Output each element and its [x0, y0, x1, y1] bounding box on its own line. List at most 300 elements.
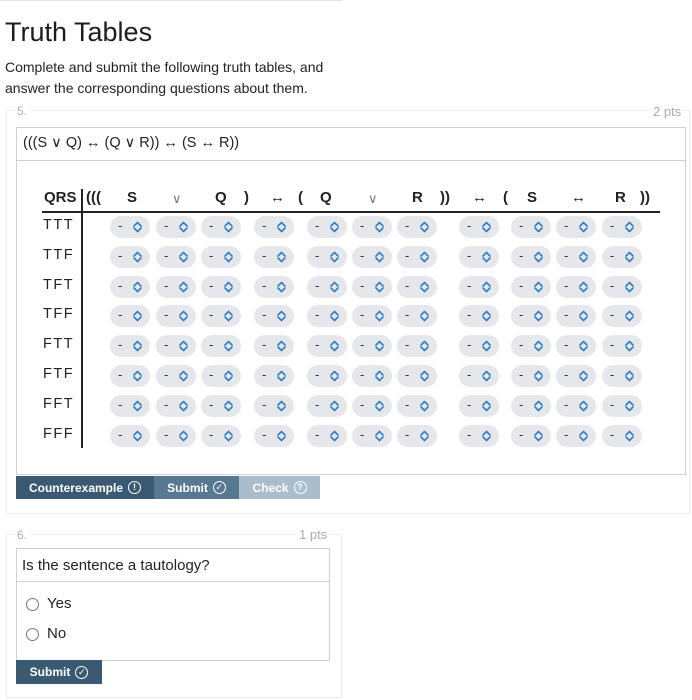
select-value: - [164, 277, 169, 293]
select-value: - [610, 247, 615, 263]
truth-value-select[interactable] [110, 335, 150, 357]
select-value: - [467, 396, 472, 412]
chevron-up-down-icon [534, 370, 543, 382]
truth-value-select[interactable] [307, 335, 347, 357]
question-6-submit-label: Submit [29, 665, 71, 679]
question-6-text: Is the sentence a tautology? [17, 549, 329, 582]
chevron-up-down-icon [330, 400, 339, 412]
chevron-up-down-icon [625, 340, 634, 352]
truth-value-select[interactable] [156, 425, 196, 447]
truth-value-select[interactable] [201, 216, 241, 238]
truth-value-select[interactable] [397, 425, 437, 447]
truth-value-select[interactable] [511, 246, 551, 268]
chevron-up-down-icon [579, 281, 588, 293]
header-token: R [412, 189, 423, 206]
chevron-up-down-icon [375, 281, 384, 293]
select-value: - [564, 426, 569, 442]
header-token: ∨ [368, 191, 378, 206]
info-icon: ! [128, 481, 141, 494]
select-value: - [360, 218, 365, 233]
select-value: - [405, 307, 410, 323]
row-label: FTT [43, 336, 75, 353]
select-value: - [118, 396, 123, 412]
select-value: - [360, 277, 365, 293]
select-value: - [360, 396, 365, 412]
select-value: - [262, 337, 267, 353]
submit-button[interactable] [154, 476, 239, 499]
chevron-up-down-icon [625, 370, 634, 382]
chevron-up-down-icon [277, 221, 286, 233]
select-value: - [164, 337, 169, 353]
chevron-up-down-icon [579, 400, 588, 412]
select-value: - [118, 367, 123, 382]
select-value: - [405, 277, 410, 293]
truth-value-select[interactable] [459, 305, 499, 327]
chevron-up-down-icon [579, 370, 588, 382]
select-value: - [164, 426, 169, 442]
truth-value-select[interactable] [459, 276, 499, 298]
select-value: - [315, 247, 320, 263]
chevron-up-down-icon [534, 281, 543, 293]
truth-value-select[interactable] [397, 305, 437, 327]
select-value: - [209, 337, 214, 353]
chevron-up-down-icon [625, 310, 634, 322]
truth-value-select[interactable] [602, 276, 642, 298]
truth-value-select[interactable] [201, 395, 241, 417]
truth-value-select[interactable] [156, 246, 196, 268]
chevron-up-down-icon [534, 251, 543, 263]
truth-value-select[interactable] [307, 305, 347, 327]
radio-yes-label[interactable]: Yes [47, 595, 72, 612]
question-5-button-bar [16, 476, 320, 499]
truth-value-select[interactable] [307, 276, 347, 298]
select-value: - [610, 218, 615, 233]
truth-value-select[interactable] [201, 276, 241, 298]
truth-value-select[interactable] [254, 246, 294, 268]
truth-value-select[interactable] [110, 425, 150, 447]
row-label: FFT [43, 395, 75, 412]
truth-value-select[interactable] [201, 425, 241, 447]
select-value: - [519, 426, 524, 442]
chevron-up-down-icon [179, 310, 188, 322]
truth-value-select[interactable] [602, 246, 642, 268]
chevron-up-down-icon [224, 251, 233, 263]
truth-value-select[interactable] [459, 425, 499, 447]
select-value: - [118, 277, 123, 293]
header-token: ( [503, 189, 508, 206]
truth-value-select[interactable] [307, 425, 347, 447]
check-button[interactable] [239, 476, 320, 499]
header-token: Q [320, 189, 332, 206]
chevron-up-down-icon [330, 430, 339, 442]
select-value: - [610, 307, 615, 323]
chevron-up-down-icon [277, 310, 286, 322]
truth-value-select[interactable] [110, 276, 150, 298]
page-title: Truth Tables [5, 17, 153, 47]
select-value: - [164, 396, 169, 412]
select-value: - [519, 247, 524, 263]
chevron-up-down-icon [133, 221, 142, 233]
header-token: ) [244, 189, 249, 206]
header-token: ((( [86, 189, 101, 206]
truth-value-select[interactable] [156, 276, 196, 298]
select-value: - [262, 367, 267, 382]
truth-value-select[interactable] [352, 216, 392, 238]
truth-value-select[interactable] [156, 216, 196, 238]
select-value: - [467, 307, 472, 323]
truth-value-select[interactable] [110, 216, 150, 238]
truth-value-select[interactable] [602, 335, 642, 357]
chevron-up-down-icon [330, 370, 339, 382]
truth-value-select[interactable] [352, 365, 392, 387]
chevron-up-down-icon [534, 221, 543, 233]
select-value: - [610, 337, 615, 353]
chevron-up-down-icon [375, 340, 384, 352]
chevron-up-down-icon [330, 221, 339, 233]
chevron-up-down-icon [133, 310, 142, 322]
truth-value-select[interactable] [556, 425, 596, 447]
truth-value-select[interactable] [201, 335, 241, 357]
truth-value-select[interactable] [602, 425, 642, 447]
select-value: - [209, 367, 214, 382]
truth-value-select[interactable] [110, 246, 150, 268]
truth-value-select[interactable] [556, 305, 596, 327]
row-label: TTT [43, 217, 75, 233]
header-token: ( [298, 189, 303, 206]
select-value: - [315, 337, 320, 353]
select-value: - [360, 247, 365, 263]
truth-value-select[interactable] [459, 216, 499, 238]
truth-value-select[interactable] [397, 365, 437, 387]
select-value: - [360, 337, 365, 353]
chevron-up-down-icon [534, 430, 543, 442]
chevron-up-down-icon [179, 221, 188, 233]
chevron-up-down-icon [179, 340, 188, 352]
select-value: - [315, 307, 320, 323]
truth-value-select[interactable] [156, 335, 196, 357]
select-value: - [405, 367, 410, 382]
chevron-up-down-icon [420, 400, 429, 412]
select-value: - [564, 367, 569, 382]
header-token: Q [215, 189, 227, 206]
truth-value-select[interactable] [397, 216, 437, 238]
chevron-up-down-icon [133, 251, 142, 263]
truth-value-select[interactable] [602, 365, 642, 387]
truth-value-select[interactable] [511, 395, 551, 417]
select-value: - [405, 396, 410, 412]
select-value: - [405, 426, 410, 442]
truth-value-select[interactable] [459, 246, 499, 268]
truth-value-select[interactable] [556, 335, 596, 357]
chevron-up-down-icon [625, 400, 634, 412]
select-value: - [315, 426, 320, 442]
chevron-up-down-icon [482, 310, 491, 322]
select-value: - [564, 277, 569, 293]
truth-value-select[interactable] [307, 246, 347, 268]
truth-value-select[interactable] [459, 335, 499, 357]
chevron-up-down-icon [375, 310, 384, 322]
truth-value-select[interactable] [352, 246, 392, 268]
chevron-up-down-icon [224, 400, 233, 412]
question-5-points: 2 pts [650, 104, 684, 119]
chevron-up-down-icon [579, 221, 588, 233]
select-value: - [405, 337, 410, 353]
select-value: - [360, 307, 365, 323]
chevron-up-down-icon [133, 400, 142, 412]
row-label: FFF [43, 425, 75, 442]
select-value: - [164, 367, 169, 382]
truth-value-select[interactable] [156, 395, 196, 417]
truth-value-select[interactable] [254, 365, 294, 387]
truth-value-select[interactable] [602, 216, 642, 238]
chevron-up-down-icon [579, 310, 588, 322]
chevron-up-down-icon [375, 370, 384, 382]
chevron-up-down-icon [420, 430, 429, 442]
chevron-up-down-icon [534, 310, 543, 322]
chevron-up-down-icon [420, 370, 429, 382]
truth-value-select[interactable] [110, 305, 150, 327]
select-value: - [564, 218, 569, 233]
radio-yes[interactable] [26, 598, 39, 611]
chevron-up-down-icon [420, 221, 429, 233]
page-intro: Complete and submit the following truth tables, and answer the corresponding questions about them. [5, 59, 324, 96]
chevron-up-down-icon [179, 400, 188, 412]
question-5-sentence: (((S ∨ Q) ↔ (Q ∨ R)) ↔ (S ↔ R)) [16, 127, 686, 161]
chevron-up-down-icon [375, 221, 384, 233]
header-token: )) [440, 189, 450, 206]
select-value: - [262, 277, 267, 293]
truth-value-select[interactable] [254, 335, 294, 357]
chevron-up-down-icon [224, 340, 233, 352]
truth-value-select[interactable] [397, 395, 437, 417]
select-value: - [118, 247, 123, 263]
chevron-up-down-icon [330, 310, 339, 322]
truth-value-select[interactable] [156, 305, 196, 327]
select-value: - [118, 426, 123, 442]
row-label: TFF [43, 306, 75, 323]
select-value: - [262, 307, 267, 323]
chevron-up-down-icon [224, 310, 233, 322]
chevron-up-down-icon [224, 430, 233, 442]
check-label: Check [252, 480, 289, 495]
question-5-number: 5. [14, 104, 30, 118]
chevron-up-down-icon [179, 251, 188, 263]
radio-no[interactable] [26, 628, 39, 641]
truth-value-select[interactable] [511, 365, 551, 387]
chevron-up-down-icon [534, 400, 543, 412]
truth-value-select[interactable] [254, 305, 294, 327]
truth-value-select[interactable] [556, 395, 596, 417]
chevron-up-down-icon [482, 340, 491, 352]
chevron-up-down-icon [375, 251, 384, 263]
truth-value-select[interactable] [397, 335, 437, 357]
row-label: FTF [43, 366, 75, 382]
truth-value-select[interactable] [201, 305, 241, 327]
truth-value-select[interactable] [254, 276, 294, 298]
select-value: - [315, 218, 320, 233]
select-value: - [467, 277, 472, 293]
truth-value-select[interactable] [201, 365, 241, 387]
chevron-up-down-icon [482, 251, 491, 263]
select-value: - [164, 247, 169, 263]
truth-value-select[interactable] [556, 276, 596, 298]
chevron-up-down-icon [224, 221, 233, 233]
truth-value-select[interactable] [254, 395, 294, 417]
truth-value-select[interactable] [156, 365, 196, 387]
chevron-up-down-icon [330, 251, 339, 263]
truth-value-select[interactable] [556, 246, 596, 268]
chevron-up-down-icon [277, 400, 286, 412]
chevron-up-down-icon [179, 370, 188, 382]
select-value: - [467, 247, 472, 263]
truth-value-select[interactable] [352, 425, 392, 447]
chevron-up-down-icon [579, 340, 588, 352]
select-value: - [564, 307, 569, 323]
chevron-up-down-icon [133, 430, 142, 442]
select-value: - [315, 396, 320, 412]
submit-label: Submit [167, 480, 208, 495]
select-value: - [209, 426, 214, 442]
select-value: - [118, 337, 123, 353]
select-value: - [209, 218, 214, 233]
select-value: - [564, 247, 569, 263]
row-label: TFT [43, 276, 75, 293]
select-value: - [360, 426, 365, 442]
select-value: - [519, 277, 524, 293]
select-value: - [262, 426, 267, 442]
select-value: - [610, 367, 615, 382]
chevron-up-down-icon [420, 251, 429, 263]
truth-value-select[interactable] [397, 276, 437, 298]
select-value: - [610, 426, 615, 442]
header-token: )) [640, 189, 650, 206]
select-value: - [164, 307, 169, 323]
help-icon: ? [294, 481, 307, 494]
select-value: - [467, 337, 472, 353]
header-token: ↔ [571, 189, 586, 206]
select-value: - [315, 277, 320, 293]
truth-value-select[interactable] [352, 276, 392, 298]
chevron-up-down-icon [330, 340, 339, 352]
select-value: - [209, 396, 214, 412]
truth-value-select[interactable] [352, 305, 392, 327]
truth-value-select[interactable] [307, 395, 347, 417]
select-value: - [564, 337, 569, 353]
select-value: - [209, 247, 214, 263]
chevron-up-down-icon [625, 281, 634, 293]
select-value: - [209, 307, 214, 323]
question-6-number: 6. [14, 528, 30, 542]
select-value: - [262, 396, 267, 412]
header-token: ∨ [172, 191, 182, 206]
chevron-up-down-icon [625, 251, 634, 263]
chevron-up-down-icon [224, 370, 233, 382]
chevron-up-down-icon [277, 281, 286, 293]
counterexample-label: Counterexample [28, 480, 124, 495]
truth-value-select[interactable] [556, 216, 596, 238]
chevron-up-down-icon [224, 281, 233, 293]
select-value: - [262, 218, 267, 233]
truth-value-select[interactable] [201, 246, 241, 268]
chevron-up-down-icon [179, 430, 188, 442]
select-value: - [610, 396, 615, 412]
truth-value-select[interactable] [110, 395, 150, 417]
chevron-up-down-icon [330, 281, 339, 293]
header-underline [42, 211, 660, 213]
truth-value-select[interactable] [352, 395, 392, 417]
question-6-points: 1 pts [296, 527, 330, 542]
counterexample-button[interactable] [16, 476, 154, 499]
header-token: S [527, 189, 538, 206]
question-6-submit-button[interactable] [16, 660, 102, 684]
select-value: - [519, 396, 524, 412]
chevron-up-down-icon [277, 340, 286, 352]
select-value: - [519, 367, 524, 382]
truth-value-select[interactable] [352, 335, 392, 357]
header-token: ↔ [472, 189, 487, 206]
chevron-up-down-icon [179, 281, 188, 293]
select-value: - [467, 367, 472, 382]
truth-value-select[interactable] [511, 216, 551, 238]
chevron-up-down-icon [625, 430, 634, 442]
truth-value-select[interactable] [556, 365, 596, 387]
truth-value-select[interactable] [254, 216, 294, 238]
header-variables: QRS [44, 189, 77, 206]
truth-value-select[interactable] [511, 335, 551, 357]
chevron-up-down-icon [420, 310, 429, 322]
check-circle-icon: ✓ [213, 481, 226, 494]
chevron-up-down-icon [579, 430, 588, 442]
row-label: TTF [43, 246, 75, 263]
chevron-up-down-icon [482, 221, 491, 233]
select-value: - [209, 277, 214, 293]
truth-value-select[interactable] [110, 365, 150, 387]
truth-value-select[interactable] [254, 425, 294, 447]
select-value: - [405, 247, 410, 263]
truth-value-select[interactable] [511, 276, 551, 298]
select-value: - [262, 247, 267, 263]
chevron-up-down-icon [375, 400, 384, 412]
select-value: - [405, 218, 410, 233]
chevron-up-down-icon [420, 281, 429, 293]
truth-value-select[interactable] [459, 395, 499, 417]
chevron-up-down-icon [420, 340, 429, 352]
select-value: - [519, 218, 524, 233]
chevron-up-down-icon [277, 251, 286, 263]
select-value: - [519, 307, 524, 323]
select-value: - [467, 426, 472, 442]
select-value: - [164, 218, 169, 233]
radio-no-label[interactable]: No [47, 625, 67, 642]
chevron-up-down-icon [133, 340, 142, 352]
truth-value-select[interactable] [397, 246, 437, 268]
chevron-up-down-icon [277, 430, 286, 442]
chevron-up-down-icon [482, 430, 491, 442]
truth-value-select[interactable] [459, 365, 499, 387]
truth-value-select[interactable] [602, 395, 642, 417]
truth-value-select[interactable] [511, 425, 551, 447]
chevron-up-down-icon [133, 370, 142, 382]
chevron-up-down-icon [482, 370, 491, 382]
truth-value-select[interactable] [307, 216, 347, 238]
select-value: - [610, 277, 615, 293]
truth-value-select[interactable] [307, 365, 347, 387]
select-value: - [118, 218, 123, 233]
truth-value-select[interactable] [511, 305, 551, 327]
chevron-up-down-icon [277, 370, 286, 382]
chevron-up-down-icon [579, 251, 588, 263]
truth-value-select[interactable] [602, 305, 642, 327]
